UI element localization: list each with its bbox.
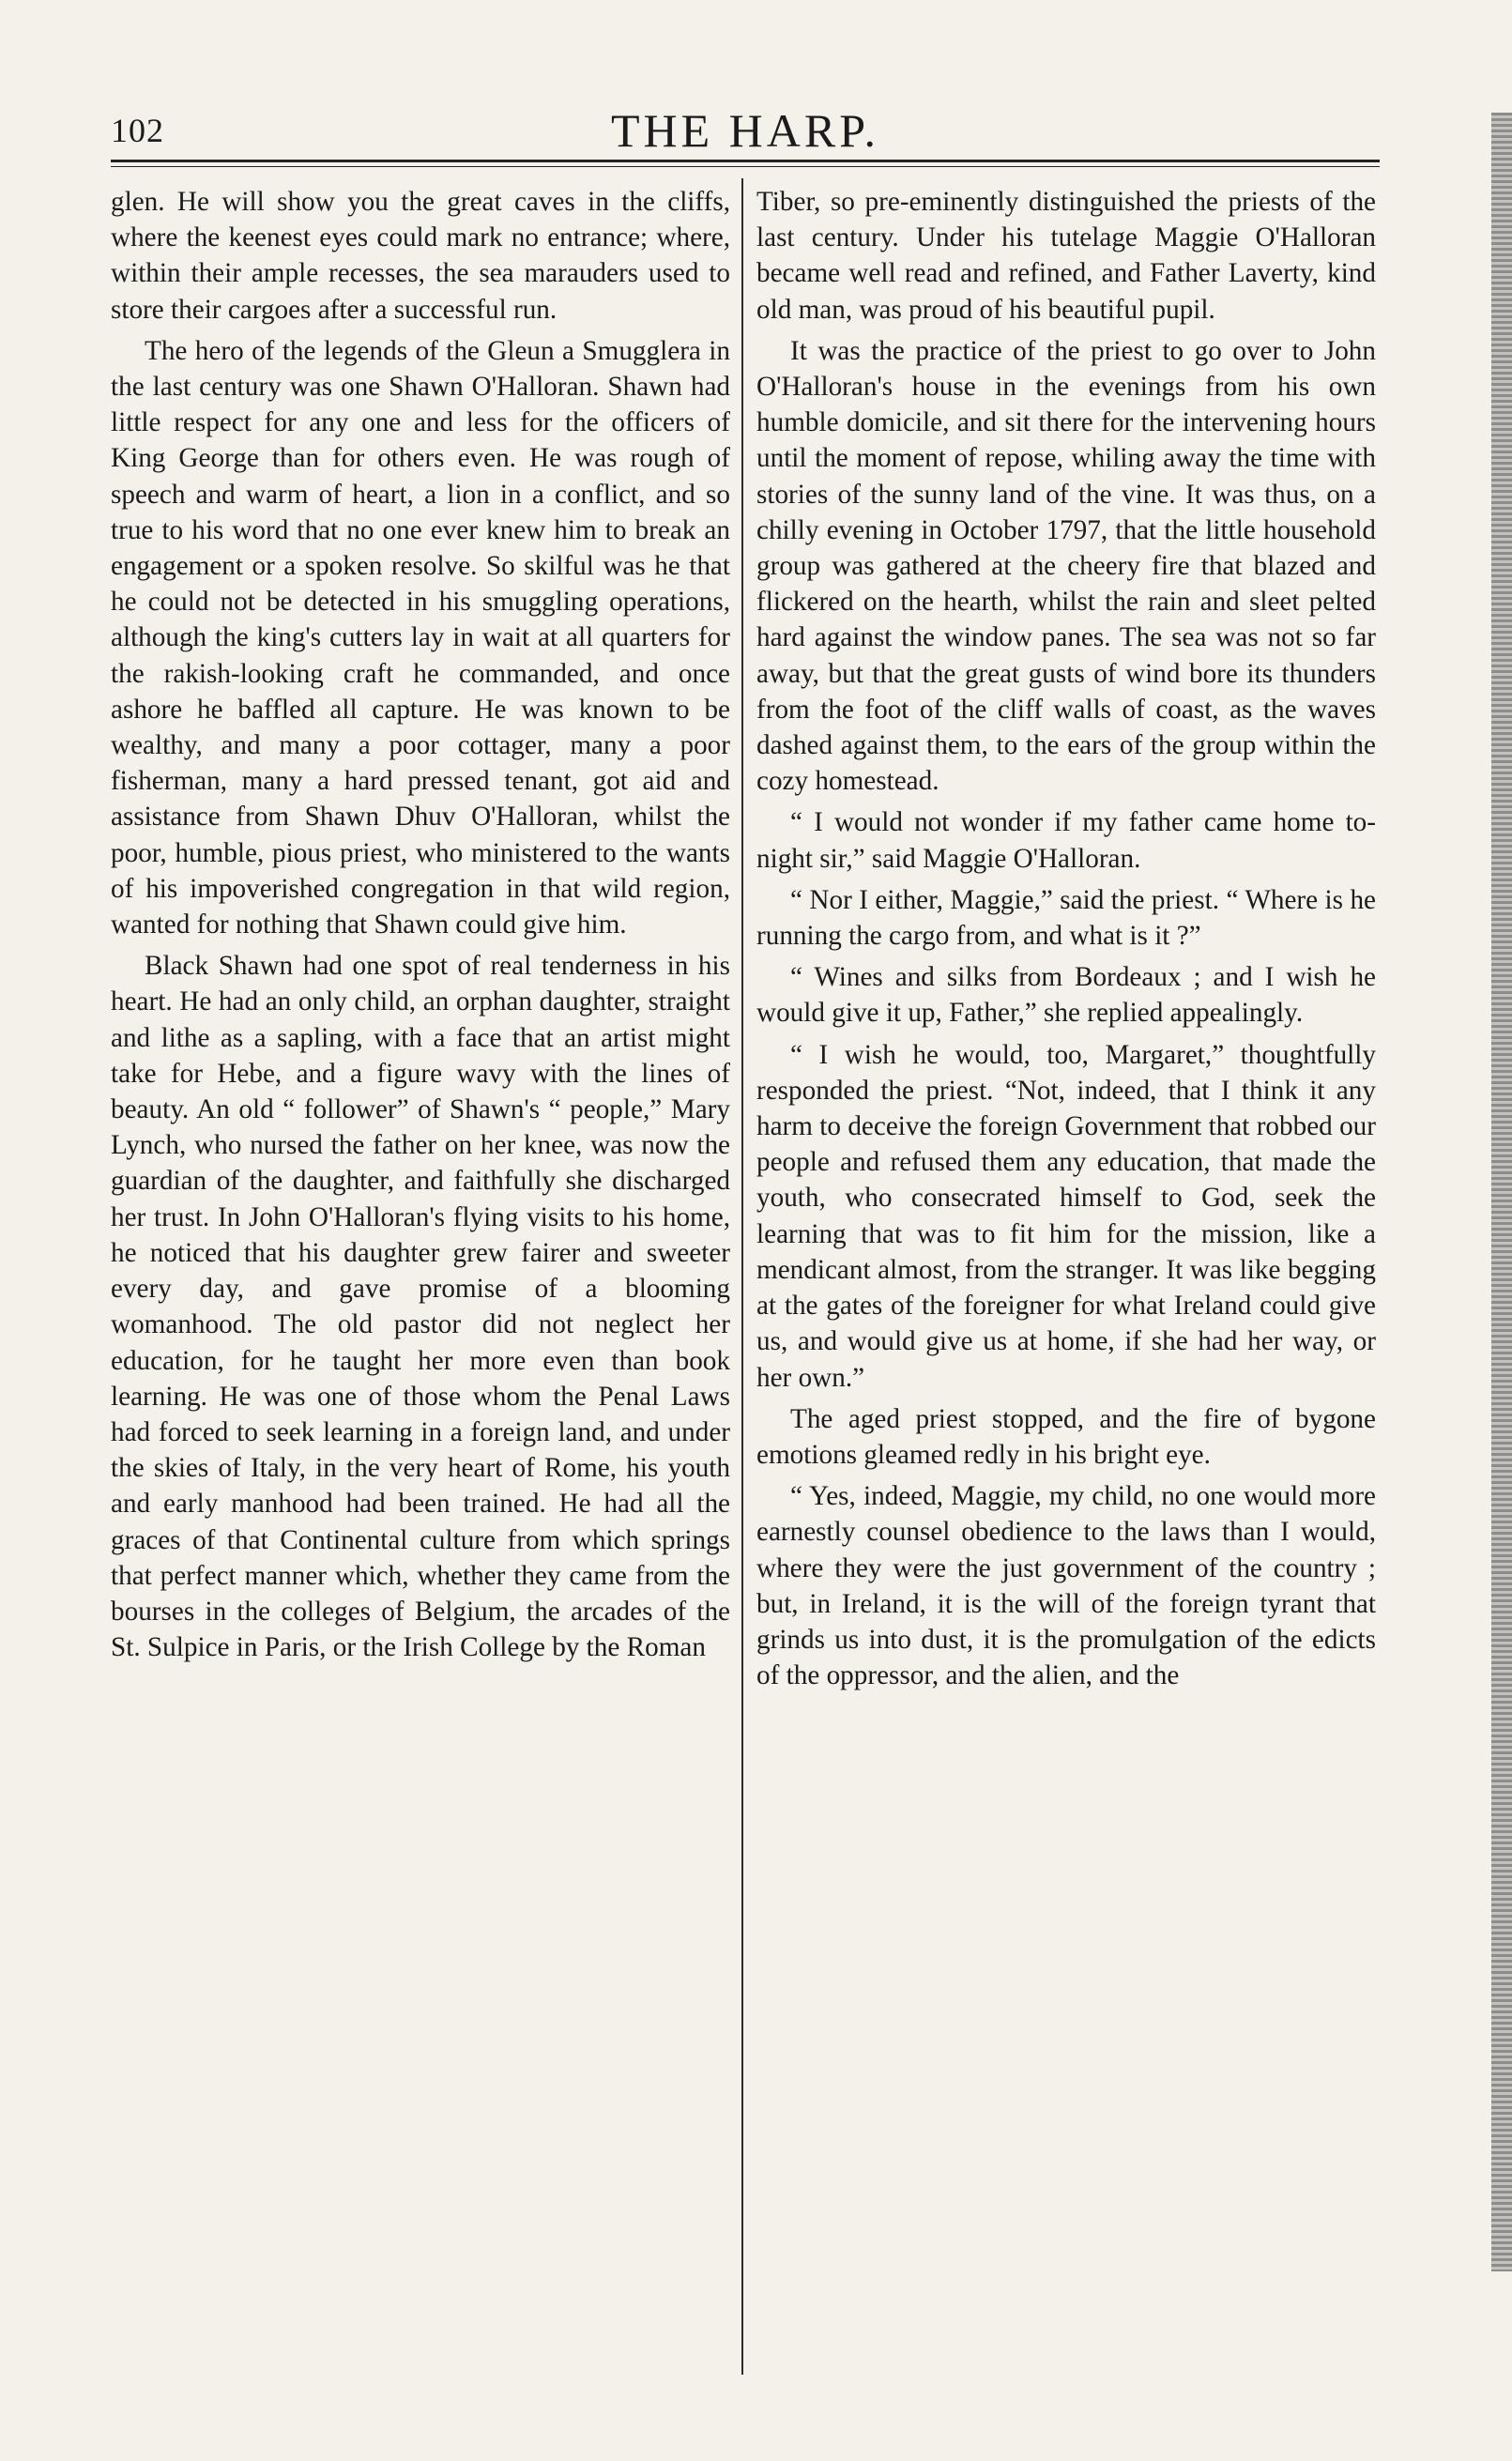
paragraph: “ I would not wonder if my father came home to-night sir,” said Maggie O'Halloran. xyxy=(756,807,1376,874)
paragraph: glen. He will show you the great caves in the cliffs, where the keenest eyes could mark no entrance; where, within their ample recesses, the sea marauders used to store their cargoes after a successful run. xyxy=(111,187,730,325)
paragraph: It was the practice of the priest to go over to John O'Halloran's house in the evenings from his own humble domicile, and sit there for the intervening hours until the moment of repose, whiling away the time with stories of the sunny land of the vine. It was thus, on a chilly evening in October 1797, that the little household group was gathered at the cheery fire that blazed and flickered on the hearth, whilst the rain and sleet pelted hard against the window panes. The sea was not so far away, but that the great gusts of wind bore its thunders from the foot of the cliff walls of coast, as the waves dashed against them, to the ears of the group within the cozy homestead. xyxy=(756,335,1376,797)
right-column xyxy=(756,184,1376,2343)
paragraph: The aged priest stopped, and the fire of bygone emotions gleamed redly in his bright eye. xyxy=(756,1403,1376,1470)
paragraph: Tiber, so pre-eminently distinguished the priests of the last century. Under his tutelage Maggie O'Halloran became well read and refined, and Father Laverty, kind old man, was proud of his beautiful pupil. xyxy=(756,187,1376,325)
paragraph: Black Shawn had one spot of real tenderness in his heart. He had an only child, an orphan daughter, straight and lithe as a sapling, with a face that an artist might take for Hebe, and a figure wavy with the lines of beauty. An old “ follower” of Shawn's “ people,” Mary Lynch, who nursed the father on her knee, was now the guardian of the daughter, and faithfully she discharged her trust. In John O'Halloran's flying visits to his home, he noticed that his daughter grew fairer and sweeter every day, and gave promise of a blooming womanhood. The old pastor did not neglect her education, for he taught her more even than book learning. He was one of those whom the Penal Laws had forced to seek learning in a foreign land, and under the skies of Italy, in the very heart of Rome, his youth and early manhood had been trained. He had all the graces of that Continental culture from which springs that perfect manner which, whether they came from the bourses in the colleges of Belgium, the arcades of the St. Sulpice in Paris, or the Irish College by the Roman xyxy=(111,951,730,1663)
page-spine-edge xyxy=(1491,113,1512,2271)
paragraph: The hero of the legends of the Gleun a Smugglera in the last century was one Shawn O'Halloran. Shawn had little respect for any one and less for the officers of King George than for others even. He was rough of speech and warm of heart, a lion in a conflict, and so true to his word that no one ever knew him to break an engagement or a spoken resolve. So skilful was he that he could not be detected in his smuggling operations, although the king's cutters lay in wait at all quarters for the rakish-looking craft he commanded, and once ashore he baffled all capture. He was known to be wealthy, and many a poor cottager, many a poor fisherman, many a hard pressed tenant, got aid and assistance from Shawn Dhuv O'Halloran, whilst the poor, humble, pious priest, who ministered to the wants of his impoverished congregation in that wild region, wanted for nothing that Shawn could give him. xyxy=(111,335,730,940)
header-rule xyxy=(111,160,1380,167)
paragraph: “ Wines and silks from Bordeaux ; and I wish he would give it up, Father,” she replied appealingly. xyxy=(756,962,1376,1029)
paragraph: “ I wish he would, too, Margaret,” thoughtfully responded the priest. “Not, indeed, that I think it any harm to deceive the foreign Government that robbed our people and refused them any education, that made the youth, who consecrated himself to God, seek the learning that was to fit him for the mission, like a mendicant almost, from the stranger. It was like begging at the gates of the foreigner for what Ireland could give us, and would give us at home, if she had her way, or her own.” xyxy=(756,1039,1376,1393)
running-title: THE HARP. xyxy=(610,104,880,157)
left-column xyxy=(111,184,730,2343)
page-number: 102 xyxy=(111,112,164,149)
page-header xyxy=(111,101,1380,158)
paragraph: “ Yes, indeed, Maggie, my child, no one would more earnestly counsel obedience to the laws than I would, where they were the just government of the country ; but, in Ireland, it is the will of the foreign tyrant that grinds us into dust, it is the promulgation of the edicts of the oppressor, and the alien, and the xyxy=(756,1481,1376,1691)
column-divider xyxy=(741,178,743,2375)
paragraph: “ Nor I either, Maggie,” said the priest. “ Where is he running the cargo from, and what is it ?” xyxy=(756,884,1376,952)
